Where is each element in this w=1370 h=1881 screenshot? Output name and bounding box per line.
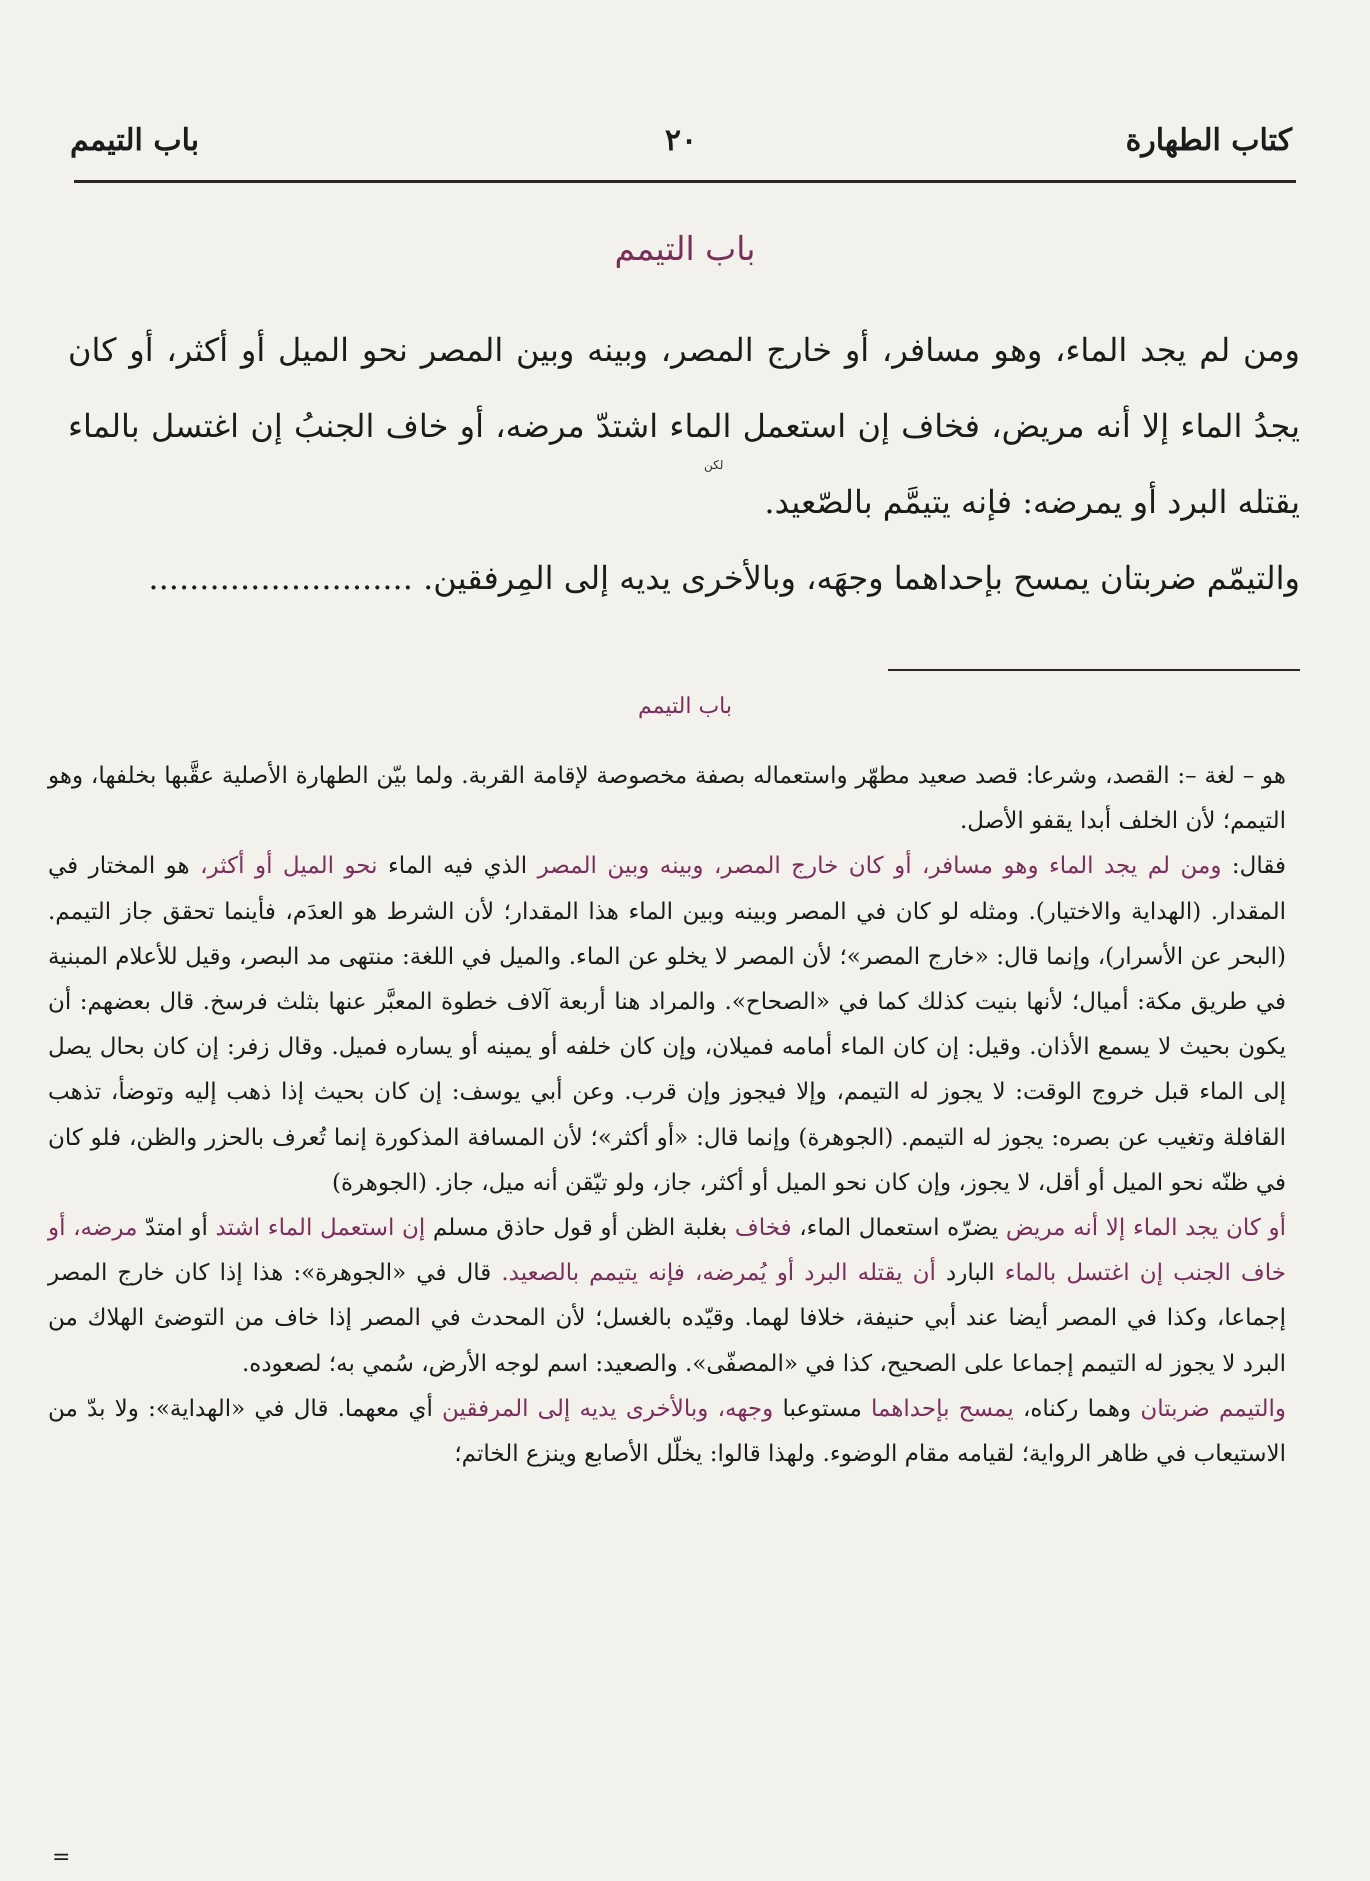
- commentary-text-run: الذي فيه الماء: [377, 853, 538, 880]
- ellipsis-dots: ..........................: [148, 559, 413, 597]
- main-paragraph-2-text: والتيمّم ضربتان يمسح بإحداهما وجهَه، وبالأخرى يديه إلى المِرفقين.: [423, 559, 1300, 597]
- quoted-matn: مرضه، أو خاف الجنب إن اغتسل بالماء: [48, 1215, 1286, 1287]
- commentary-text-run: أي معهما. قال في «الهداية»: ولا بدّ من الاستيعاب في ظاهر الرواية؛ لقيامه مقام الوضوء. ولهذا قالوا: يخلّل الأصابع وينزع الخاتم؛: [48, 1395, 1286, 1468]
- running-header: [70, 118, 1292, 164]
- header-chapter-title: باب التيمم: [70, 123, 200, 158]
- section-title: باب التيمم: [614, 229, 756, 268]
- commentary-text-run: هو المختار في المقدار. (الهداية والاختيار). ومثله لو كان في المصر وبينه وبين الماء هذا المقدار؛ لأن الشرط هو العدَم، فأينما تحقق جاز التيمم. (البحر عن الأسرار)، وإنما قال: «خارج المصر»؛ لأن المصر لا يخلو عن الماء. والميل في اللغة: منتهى مد البصر، وقيل للأعلام المبنية في طريق مكة: أميال؛ لأنها بنيت كذلك كما في «الصحاح». والمراد هنا أربعة آلاف خطوة المعبَّر عنها بثلث فرسخ. قال بعضهم: أن يكون بحيث لا يسمع الأذان. وقيل: إن كان الماء أمامه فميلان، وإن كان خلفه أو يمينه أو يساره فميل. وقال زفر: إن كان بحال يصل إلى الماء قبل خروج الوقت: لا يجوز له التيمم، وإلا فيجوز وإن قرب. وعن أبي يوسف: إن كان بحيث إذا ذهب إليه وتوضأ، تذهب القافلة وتغيب عن بصره: يجوز له التيمم. (الجوهرة) وإنما قال: «أو أكثر»؛ لأن المسافة المذكورة إنما تُعرف بالحزر والظن، فلو كان في ظنّه نحو الميل أو أقل، لا يجوز، وإن كان نحو الميل أو أكثر، جاز، ولو تيّقن أنه ميل، جاز. (الجوهرة): [48, 853, 1286, 1196]
- commentary-paragraph-2: [48, 844, 1286, 1206]
- commentary-text-run: بغلبة الظن أو قول حاذق مسلم: [425, 1215, 735, 1242]
- main-paragraph-2: [68, 540, 1300, 616]
- commentary-paragraph-4: [48, 1387, 1286, 1477]
- quoted-matn: والتيمم ضربتان: [1140, 1395, 1286, 1422]
- commentary-text-run: أو امتدّ: [137, 1215, 216, 1242]
- footnote-divider: [888, 669, 1300, 671]
- header-page-number: ٢٠: [664, 123, 698, 158]
- continuation-mark: =: [52, 1845, 71, 1870]
- main-text: [68, 312, 1300, 616]
- header-divider: [74, 180, 1296, 183]
- commentary-text-run: مستوعبا: [773, 1395, 871, 1422]
- quoted-matn: يمسح بإحداهما: [870, 1395, 1014, 1422]
- main-paragraph-1: ومن لم يجد الماء، وهو مسافر، أو خارج المصر، وبينه وبين المصر نحو الميل أو أكثر، أو كان يجدُ الماء إلا أنه مريض، فخاف إن استعمل الماء اشتدّ مرضه، أو خاف الجنبُ إن اغتسل بالماء يقتله البرد أو يمرضه: فإنه يتيمَّم بالصّعيد.: [68, 331, 1300, 521]
- commentary-text-run: فقال:: [1221, 853, 1286, 880]
- commentary-text-run: يضرّه استعمال الماء،: [791, 1215, 1006, 1242]
- commentary-text: [48, 754, 1286, 1477]
- commentary-paragraph-3: [48, 1206, 1286, 1387]
- commentary-paragraph-1: هو – لغة –: القصد، وشرعا: قصد صعيد مطهّر واستعماله بصفة مخصوصة لإقامة القربة. ولما بيّن الطهارة الأصلية عقَّبها بخلفها، وهو التيمم؛ لأن الخلف أبدا يقفو الأصل.: [48, 763, 1286, 835]
- quoted-matn: وجهه، وبالأخرى يديه إلى المرفقين: [442, 1395, 774, 1422]
- quoted-matn: أن يقتله البرد أو يُمرضه، فإنه يتيمم بالصعيد.: [501, 1260, 936, 1287]
- quoted-matn: نحو الميل أو أكثر،: [200, 853, 378, 880]
- commentary-text-run: البارد: [935, 1260, 1005, 1287]
- interlinear-gloss: لكن: [704, 458, 724, 472]
- commentary-text-run: قال في «الجوهرة»: هذا إذا كان خارج المصر إجماعا، وكذا في المصر أيضا عند أبي حنيفة، خلافا لهما. وقيّده بالغسل؛ لأن المحدث في المصر إذا خاف من التوضئ الهلاك من البرد لا يجوز له التيمم إجماعا على الصحيح، كذا في «المصفّى». والصعيد: اسم لوجه الأرض، سُمي به؛ لصعوده.: [48, 1260, 1286, 1377]
- quoted-matn: أو كان يجد الماء إلا أنه مريض: [1005, 1215, 1286, 1242]
- commentary-text-run: وهما ركناه،: [1013, 1395, 1141, 1422]
- quoted-matn: ومن لم يجد الماء وهو مسافر، أو كان خارج المصر، وبينه وبين المصر: [537, 853, 1222, 880]
- commentary-title: باب التيمم: [638, 694, 732, 719]
- quoted-matn: فخاف: [734, 1215, 792, 1242]
- quoted-matn: إن استعمل الماء اشتد: [215, 1215, 426, 1242]
- header-book-title: كتاب الطهارة: [1125, 123, 1292, 158]
